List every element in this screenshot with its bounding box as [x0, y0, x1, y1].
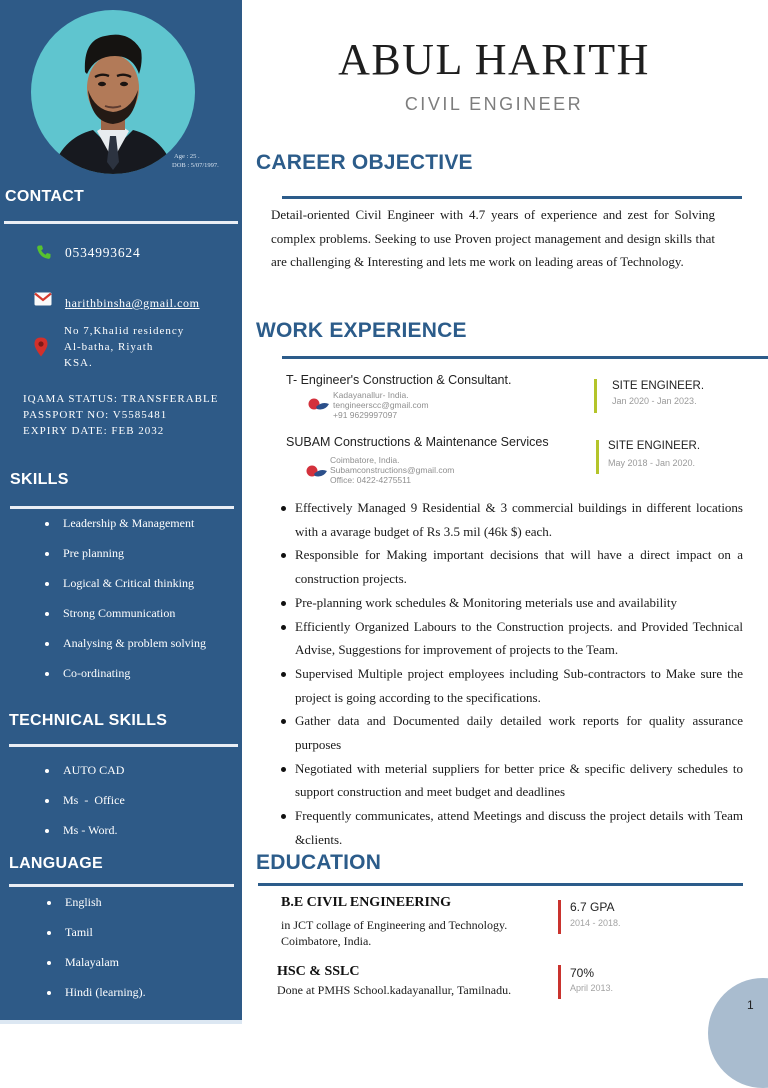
job-company-phone: Office: 0422-4275511 — [330, 475, 411, 485]
job-role: SITE ENGINEER. — [612, 380, 705, 392]
responsibilities-list — [295, 496, 743, 852]
phone-number: 0534993624 — [65, 245, 141, 260]
skills-list — [63, 516, 206, 696]
page-corner-decoration — [708, 978, 768, 1088]
technical-skills-heading: TECHNICAL SKILLS — [9, 712, 168, 729]
profile-photo — [31, 10, 195, 174]
technical-skill-item: Ms - Word. — [63, 823, 125, 853]
skill-item: Strong Communication — [63, 606, 206, 636]
phone-icon — [36, 244, 52, 265]
language-heading: LANGUAGE — [9, 855, 103, 872]
job-role: SITE ENGINEER. — [608, 440, 701, 452]
career-objective-divider — [282, 196, 742, 199]
career-objective-heading: CAREER OBJECTIVE — [256, 151, 473, 174]
job-company-email: Subamconstructions@gmail.com — [330, 465, 455, 475]
education-score: 6.7 GPA — [570, 900, 615, 914]
work-experience-heading: WORK EXPERIENCE — [256, 319, 467, 342]
work-experience-divider — [282, 356, 768, 359]
skill-item: Co-ordinating — [63, 666, 206, 696]
responsibility-item: Effectively Managed 9 Residential & 3 commercial buildings in different locations with a avarage budget of Rs 3.5 mil (46k $) each. — [295, 496, 743, 543]
dob-text: DOB : 5/07/1997. — [172, 162, 219, 169]
address-block — [64, 323, 184, 371]
location-pin-icon — [34, 337, 48, 362]
skill-item: Logical & Critical thinking — [63, 576, 206, 606]
job-title: CIVIL ENGINEER — [404, 94, 584, 114]
education-degree: HSC & SSLC — [277, 964, 360, 979]
skill-item: Analysing & problem solving — [63, 636, 206, 666]
job-company-contact — [330, 455, 454, 485]
skills-divider — [10, 506, 234, 509]
education-degree: B.E CIVIL ENGINEERING — [281, 895, 451, 910]
job-dates: May 2018 - Jan 2020. — [608, 458, 696, 468]
education-heading: EDUCATION — [256, 851, 382, 874]
passport-number: PASSPORT NO: V5585481 — [23, 409, 168, 421]
education-years: 2014 - 2018. — [570, 918, 621, 928]
iqama-passport-block — [23, 391, 218, 439]
language-item: English — [65, 895, 146, 925]
job-company-location: Coimbatore, India. — [330, 455, 400, 465]
technical-skills-list — [63, 763, 125, 853]
language-item: Tamil — [65, 925, 146, 955]
email-link[interactable]: harithbinsha@gmail.com — [65, 296, 200, 310]
job-accent-bar — [596, 440, 599, 474]
page-number: 1 — [747, 998, 754, 1012]
responsibility-item: Gather data and Documented daily detailed work reports for quality assurance purposes — [295, 709, 743, 756]
contact-divider — [4, 221, 238, 224]
education-score: 70% — [570, 966, 595, 980]
education-description — [277, 982, 511, 998]
skill-item: Leadership & Management — [63, 516, 206, 546]
responsibility-item: Frequently communicates, attend Meetings and discuss the project details with Team &clients. — [295, 804, 743, 851]
education-divider — [258, 883, 743, 886]
iqama-status: IQAMA STATUS: TRANSFERABLE — [23, 393, 219, 405]
job-dates: Jan 2020 - Jan 2023. — [612, 396, 697, 406]
education-years: April 2013. — [570, 983, 614, 993]
contact-heading: CONTACT — [5, 188, 85, 205]
technical-skills-divider — [9, 744, 238, 747]
sidebar — [0, 0, 242, 1024]
job-company-contact — [333, 390, 429, 420]
education-accent-bar — [558, 900, 561, 934]
mail-icon — [34, 292, 52, 311]
responsibility-item: Supervised Multiple project employees including Sub-contractors to Make sure the project is going according to the specifications. — [295, 662, 743, 709]
job-accent-bar — [594, 379, 597, 413]
technical-skill-item: Ms - Office — [63, 793, 125, 823]
education-accent-bar — [558, 965, 561, 999]
age-dob-info — [160, 152, 240, 170]
education-institution: Done at PMHS School.kadayanallur, Tamilnadu. — [277, 983, 512, 997]
responsibility-item: Responsible for Making important decisions that will have a direct impact on a construction projects. — [295, 543, 743, 590]
technical-skill-item: AUTO CAD — [63, 763, 125, 793]
address-line-3: KSA. — [64, 357, 93, 369]
career-objective-text: Detail-oriented Civil Engineer with 4.7 years of experience and zest for Solving complex problems. Seeking to use Proven project management and design skills that are challenging & Interesting and lets me work on leading areas of Technology. — [271, 207, 715, 270]
address-line-2: Al-batha, Riyath — [64, 341, 154, 353]
job-company-phone: +91 9629997097 — [333, 410, 398, 420]
sidebar-bottom-strip — [0, 1020, 242, 1024]
education-description — [281, 917, 507, 949]
age-text: Age : 25 . — [174, 153, 200, 160]
skill-item: Pre planning — [63, 546, 206, 576]
responsibility-item: Negotiated with meterial suppliers for better price & specific delivery schedules to support construction and meet budget and deadlines — [295, 757, 743, 804]
passport-expiry: EXPIRY DATE: FEB 2032 — [23, 425, 165, 437]
company-logo-icon — [308, 398, 330, 417]
education-location: Coimbatore, India. — [281, 934, 372, 948]
job-company-location: Kadayanallur- India. — [333, 390, 409, 400]
job-company-name: SUBAM Constructions & Maintenance Services — [286, 435, 549, 449]
responsibility-item: Pre-planning work schedules & Monitoring meterials use and availability — [295, 591, 743, 615]
company-logo-icon — [306, 465, 328, 484]
job-company-name: T- Engineer's Construction & Consultant. — [286, 373, 512, 387]
language-divider — [9, 884, 234, 887]
responsibility-item: Efficiently Organized Labours to the Construction projects. and Provided Technical Advise, Suggestions for improvement of projects to the Team. — [295, 615, 743, 662]
candidate-name: ABUL HARITH — [338, 35, 650, 84]
education-institution: in JCT collage of Engineering and Technology. — [281, 918, 508, 932]
language-list — [65, 895, 146, 1015]
skills-heading: SKILLS — [10, 471, 69, 488]
job-company-email: tengineerscc@gmail.com — [333, 400, 429, 410]
address-line-1: No 7,Khalid residency — [64, 325, 185, 337]
language-item: Hindi (learning). — [65, 985, 146, 1015]
language-item: Malayalam — [65, 955, 146, 985]
